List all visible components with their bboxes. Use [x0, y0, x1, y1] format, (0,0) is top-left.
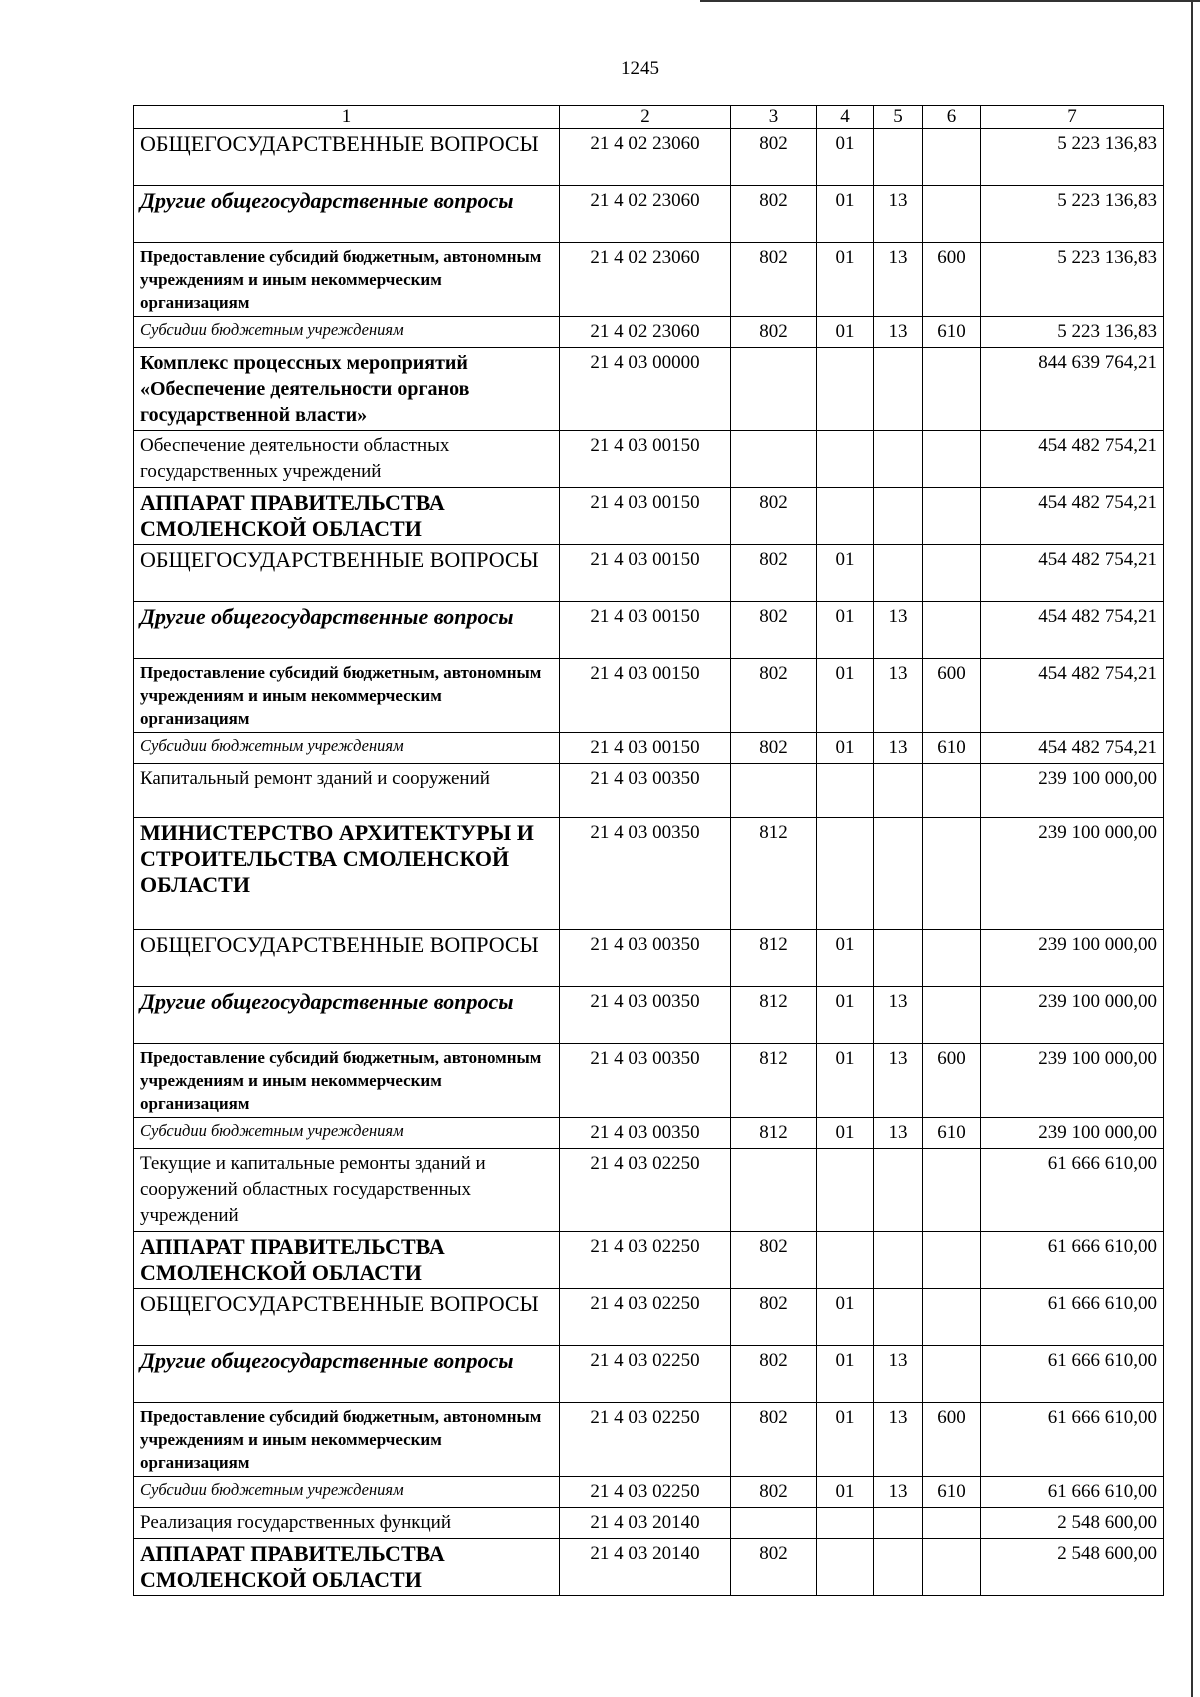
- row-col6: 610: [923, 1477, 981, 1508]
- row-col4: 01: [817, 1118, 874, 1149]
- table-row: [134, 1403, 1164, 1477]
- row-code: 21 4 03 02250: [560, 1149, 731, 1232]
- row-col4: [817, 1508, 874, 1539]
- row-code: 21 4 02 23060: [560, 186, 731, 243]
- row-name: Другие общегосударственные вопросы: [134, 602, 560, 659]
- row-sum: 239 100 000,00: [981, 930, 1164, 987]
- row-col4: 01: [817, 243, 874, 317]
- table-row: [134, 602, 1164, 659]
- table-row: [134, 1232, 1164, 1289]
- header-cell: 3: [731, 106, 817, 129]
- row-name: АППАРАТ ПРАВИТЕЛЬСТВА СМОЛЕНСКОЙ ОБЛАСТИ: [134, 1539, 560, 1596]
- row-col4: 01: [817, 987, 874, 1044]
- row-col6: 610: [923, 317, 981, 348]
- row-col5: 13: [874, 1403, 923, 1477]
- row-col3: 812: [731, 987, 817, 1044]
- row-sum: 454 482 754,21: [981, 659, 1164, 733]
- table-row: [134, 488, 1164, 545]
- row-col6: [923, 764, 981, 818]
- row-code: 21 4 03 00350: [560, 1118, 731, 1149]
- row-col3: 802: [731, 1477, 817, 1508]
- row-sum: 5 223 136,83: [981, 317, 1164, 348]
- row-col3: 812: [731, 1044, 817, 1118]
- table-row: [134, 545, 1164, 602]
- row-col5: [874, 488, 923, 545]
- row-col3: [731, 1508, 817, 1539]
- row-col3: 802: [731, 1403, 817, 1477]
- row-col6: [923, 1149, 981, 1232]
- table-row: [134, 348, 1164, 431]
- row-col6: [923, 129, 981, 186]
- row-name: МИНИСТЕРСТВО АРХИТЕКТУРЫ И СТРОИТЕЛЬСТВА СМОЛЕНСКОЙ ОБЛАСТИ: [134, 818, 560, 930]
- row-col5: [874, 1508, 923, 1539]
- row-name: Предоставление субсидий бюджетным, автономным учреждениям и иным некоммерческим организациям: [134, 1044, 560, 1118]
- row-name: Субсидии бюджетным учреждениям: [134, 1118, 560, 1149]
- row-name: Субсидии бюджетным учреждениям: [134, 1477, 560, 1508]
- table-row: [134, 1118, 1164, 1149]
- row-code: 21 4 03 00150: [560, 431, 731, 488]
- row-code: 21 4 03 00000: [560, 348, 731, 431]
- row-code: 21 4 03 00350: [560, 930, 731, 987]
- row-col3: [731, 1149, 817, 1232]
- row-col5: 13: [874, 1044, 923, 1118]
- row-name: Обеспечение деятельности областных государственных учреждений: [134, 431, 560, 488]
- row-col5: 13: [874, 1346, 923, 1403]
- row-code: 21 4 03 02250: [560, 1346, 731, 1403]
- row-sum: 239 100 000,00: [981, 764, 1164, 818]
- row-name: Другие общегосударственные вопросы: [134, 1346, 560, 1403]
- table-row: [134, 733, 1164, 764]
- row-col4: 01: [817, 733, 874, 764]
- table-row: [134, 930, 1164, 987]
- row-code: 21 4 03 00350: [560, 818, 731, 930]
- row-col3: 802: [731, 733, 817, 764]
- row-col6: [923, 1346, 981, 1403]
- row-col5: [874, 930, 923, 987]
- row-col3: 802: [731, 317, 817, 348]
- row-sum: 5 223 136,83: [981, 129, 1164, 186]
- row-sum: 2 548 600,00: [981, 1508, 1164, 1539]
- table-row: [134, 818, 1164, 930]
- row-col4: [817, 1539, 874, 1596]
- row-sum: 239 100 000,00: [981, 1118, 1164, 1149]
- row-col4: 01: [817, 659, 874, 733]
- row-col4: 01: [817, 930, 874, 987]
- row-col4: 01: [817, 1044, 874, 1118]
- scan-top-edge: [700, 0, 1200, 2]
- row-code: 21 4 03 00350: [560, 987, 731, 1044]
- row-col5: 13: [874, 317, 923, 348]
- row-code: 21 4 02 23060: [560, 129, 731, 186]
- row-sum: 454 482 754,21: [981, 602, 1164, 659]
- row-col3: 802: [731, 488, 817, 545]
- table-row: [134, 129, 1164, 186]
- row-col4: 01: [817, 1477, 874, 1508]
- table-row: [134, 1539, 1164, 1596]
- row-col4: 01: [817, 602, 874, 659]
- row-code: 21 4 03 00150: [560, 659, 731, 733]
- row-sum: 239 100 000,00: [981, 1044, 1164, 1118]
- row-name: Текущие и капитальные ремонты зданий и сооружений областных государственных учреждений: [134, 1149, 560, 1232]
- table-row: [134, 186, 1164, 243]
- row-col3: [731, 764, 817, 818]
- row-col6: [923, 1289, 981, 1346]
- row-sum: 61 666 610,00: [981, 1403, 1164, 1477]
- row-col3: [731, 348, 817, 431]
- row-col6: [923, 186, 981, 243]
- row-sum: 61 666 610,00: [981, 1346, 1164, 1403]
- row-col4: 01: [817, 129, 874, 186]
- row-col5: [874, 348, 923, 431]
- row-name: АППАРАТ ПРАВИТЕЛЬСТВА СМОЛЕНСКОЙ ОБЛАСТИ: [134, 1232, 560, 1289]
- header-cell: 4: [817, 106, 874, 129]
- row-col5: [874, 431, 923, 488]
- header-row: [134, 106, 1164, 129]
- row-col3: 802: [731, 1346, 817, 1403]
- row-name: Другие общегосударственные вопросы: [134, 987, 560, 1044]
- row-code: 21 4 03 00150: [560, 733, 731, 764]
- row-sum: 239 100 000,00: [981, 818, 1164, 930]
- row-sum: 239 100 000,00: [981, 987, 1164, 1044]
- row-col4: [817, 764, 874, 818]
- row-name: Реализация государственных функций: [134, 1508, 560, 1539]
- row-col3: 802: [731, 1232, 817, 1289]
- row-col5: [874, 1539, 923, 1596]
- row-col6: 600: [923, 1403, 981, 1477]
- row-sum: 2 548 600,00: [981, 1539, 1164, 1596]
- row-code: 21 4 03 00150: [560, 545, 731, 602]
- row-name: Субсидии бюджетным учреждениям: [134, 733, 560, 764]
- row-sum: 454 482 754,21: [981, 431, 1164, 488]
- row-col3: 802: [731, 1289, 817, 1346]
- row-name: Другие общегосударственные вопросы: [134, 186, 560, 243]
- table-row: [134, 1346, 1164, 1403]
- row-col5: 13: [874, 186, 923, 243]
- row-name: АППАРАТ ПРАВИТЕЛЬСТВА СМОЛЕНСКОЙ ОБЛАСТИ: [134, 488, 560, 545]
- scan-edge-line: [1191, 0, 1193, 1697]
- row-name: Предоставление субсидий бюджетным, автономным учреждениям и иным некоммерческим организациям: [134, 243, 560, 317]
- table-body: [134, 129, 1164, 1596]
- row-col3: 802: [731, 129, 817, 186]
- row-code: 21 4 02 23060: [560, 243, 731, 317]
- row-col6: 600: [923, 243, 981, 317]
- row-col4: [817, 348, 874, 431]
- row-name: Предоставление субсидий бюджетным, автономным учреждениям и иным некоммерческим организациям: [134, 1403, 560, 1477]
- row-col6: [923, 930, 981, 987]
- row-col4: 01: [817, 186, 874, 243]
- row-col3: [731, 431, 817, 488]
- row-col6: 600: [923, 659, 981, 733]
- row-col6: [923, 1539, 981, 1596]
- row-code: 21 4 03 20140: [560, 1508, 731, 1539]
- row-name: Предоставление субсидий бюджетным, автономным учреждениям и иным некоммерческим организациям: [134, 659, 560, 733]
- row-col3: 812: [731, 930, 817, 987]
- row-col5: [874, 1149, 923, 1232]
- row-col5: [874, 1289, 923, 1346]
- row-col6: [923, 818, 981, 930]
- row-code: 21 4 03 00150: [560, 488, 731, 545]
- row-name: Комплекс процессных мероприятий «Обеспечение деятельности органов государственной власти»: [134, 348, 560, 431]
- table-row: [134, 1044, 1164, 1118]
- row-code: 21 4 03 02250: [560, 1289, 731, 1346]
- row-name: ОБЩЕГОСУДАРСТВЕННЫЕ ВОПРОСЫ: [134, 1289, 560, 1346]
- row-sum: 5 223 136,83: [981, 186, 1164, 243]
- row-sum: 844 639 764,21: [981, 348, 1164, 431]
- table-row: [134, 764, 1164, 818]
- row-col4: [817, 488, 874, 545]
- row-code: 21 4 03 00350: [560, 764, 731, 818]
- table-row: [134, 1149, 1164, 1232]
- row-col4: [817, 818, 874, 930]
- row-col6: 600: [923, 1044, 981, 1118]
- row-name: ОБЩЕГОСУДАРСТВЕННЫЕ ВОПРОСЫ: [134, 930, 560, 987]
- row-name: Капитальный ремонт зданий и сооружений: [134, 764, 560, 818]
- row-col5: 13: [874, 987, 923, 1044]
- row-col5: 13: [874, 243, 923, 317]
- row-col4: [817, 1149, 874, 1232]
- table-row: [134, 1508, 1164, 1539]
- header-cell: 1: [134, 106, 560, 129]
- row-col6: [923, 488, 981, 545]
- header-cell: 2: [560, 106, 731, 129]
- header-cell: 5: [874, 106, 923, 129]
- row-col6: [923, 1508, 981, 1539]
- row-col4: 01: [817, 1403, 874, 1477]
- table-row: [134, 987, 1164, 1044]
- row-col5: [874, 1232, 923, 1289]
- row-col5: [874, 545, 923, 602]
- page-number: 1245: [621, 58, 659, 79]
- row-col4: 01: [817, 317, 874, 348]
- row-col3: 802: [731, 602, 817, 659]
- row-col6: [923, 987, 981, 1044]
- row-sum: 5 223 136,83: [981, 243, 1164, 317]
- row-col6: [923, 348, 981, 431]
- row-name: ОБЩЕГОСУДАРСТВЕННЫЕ ВОПРОСЫ: [134, 545, 560, 602]
- row-sum: 61 666 610,00: [981, 1289, 1164, 1346]
- row-sum: 61 666 610,00: [981, 1477, 1164, 1508]
- row-col5: 13: [874, 1118, 923, 1149]
- row-code: 21 4 02 23060: [560, 317, 731, 348]
- row-col6: [923, 431, 981, 488]
- row-name: ОБЩЕГОСУДАРСТВЕННЫЕ ВОПРОСЫ: [134, 129, 560, 186]
- row-col5: [874, 818, 923, 930]
- row-col6: [923, 1232, 981, 1289]
- row-code: 21 4 03 00150: [560, 602, 731, 659]
- row-col3: 802: [731, 186, 817, 243]
- table-row: [134, 1289, 1164, 1346]
- row-col3: 802: [731, 243, 817, 317]
- row-code: 21 4 03 02250: [560, 1477, 731, 1508]
- row-col6: [923, 545, 981, 602]
- row-col6: 610: [923, 733, 981, 764]
- row-col4: 01: [817, 1289, 874, 1346]
- row-sum: 61 666 610,00: [981, 1149, 1164, 1232]
- row-col4: [817, 1232, 874, 1289]
- row-col5: 13: [874, 602, 923, 659]
- budget-table: [133, 105, 1164, 1596]
- row-col3: 802: [731, 1539, 817, 1596]
- row-code: 21 4 03 00350: [560, 1044, 731, 1118]
- table-row: [134, 431, 1164, 488]
- row-col5: [874, 764, 923, 818]
- row-sum: 454 482 754,21: [981, 733, 1164, 764]
- table-row: [134, 317, 1164, 348]
- table-row: [134, 243, 1164, 317]
- row-col5: [874, 129, 923, 186]
- header-cell: 6: [923, 106, 981, 129]
- row-sum: 454 482 754,21: [981, 545, 1164, 602]
- table-row: [134, 659, 1164, 733]
- row-col5: 13: [874, 733, 923, 764]
- row-sum: 454 482 754,21: [981, 488, 1164, 545]
- table-row: [134, 1477, 1164, 1508]
- row-code: 21 4 03 02250: [560, 1403, 731, 1477]
- row-col5: 13: [874, 659, 923, 733]
- row-col6: 610: [923, 1118, 981, 1149]
- row-col4: 01: [817, 1346, 874, 1403]
- row-col3: 812: [731, 1118, 817, 1149]
- row-col6: [923, 602, 981, 659]
- row-col3: 812: [731, 818, 817, 930]
- header-cell: 7: [981, 106, 1164, 129]
- row-code: 21 4 03 20140: [560, 1539, 731, 1596]
- row-code: 21 4 03 02250: [560, 1232, 731, 1289]
- row-col3: 802: [731, 659, 817, 733]
- row-col4: 01: [817, 545, 874, 602]
- row-col5: 13: [874, 1477, 923, 1508]
- row-sum: 61 666 610,00: [981, 1232, 1164, 1289]
- row-name: Субсидии бюджетным учреждениям: [134, 317, 560, 348]
- row-col3: 802: [731, 545, 817, 602]
- row-col4: [817, 431, 874, 488]
